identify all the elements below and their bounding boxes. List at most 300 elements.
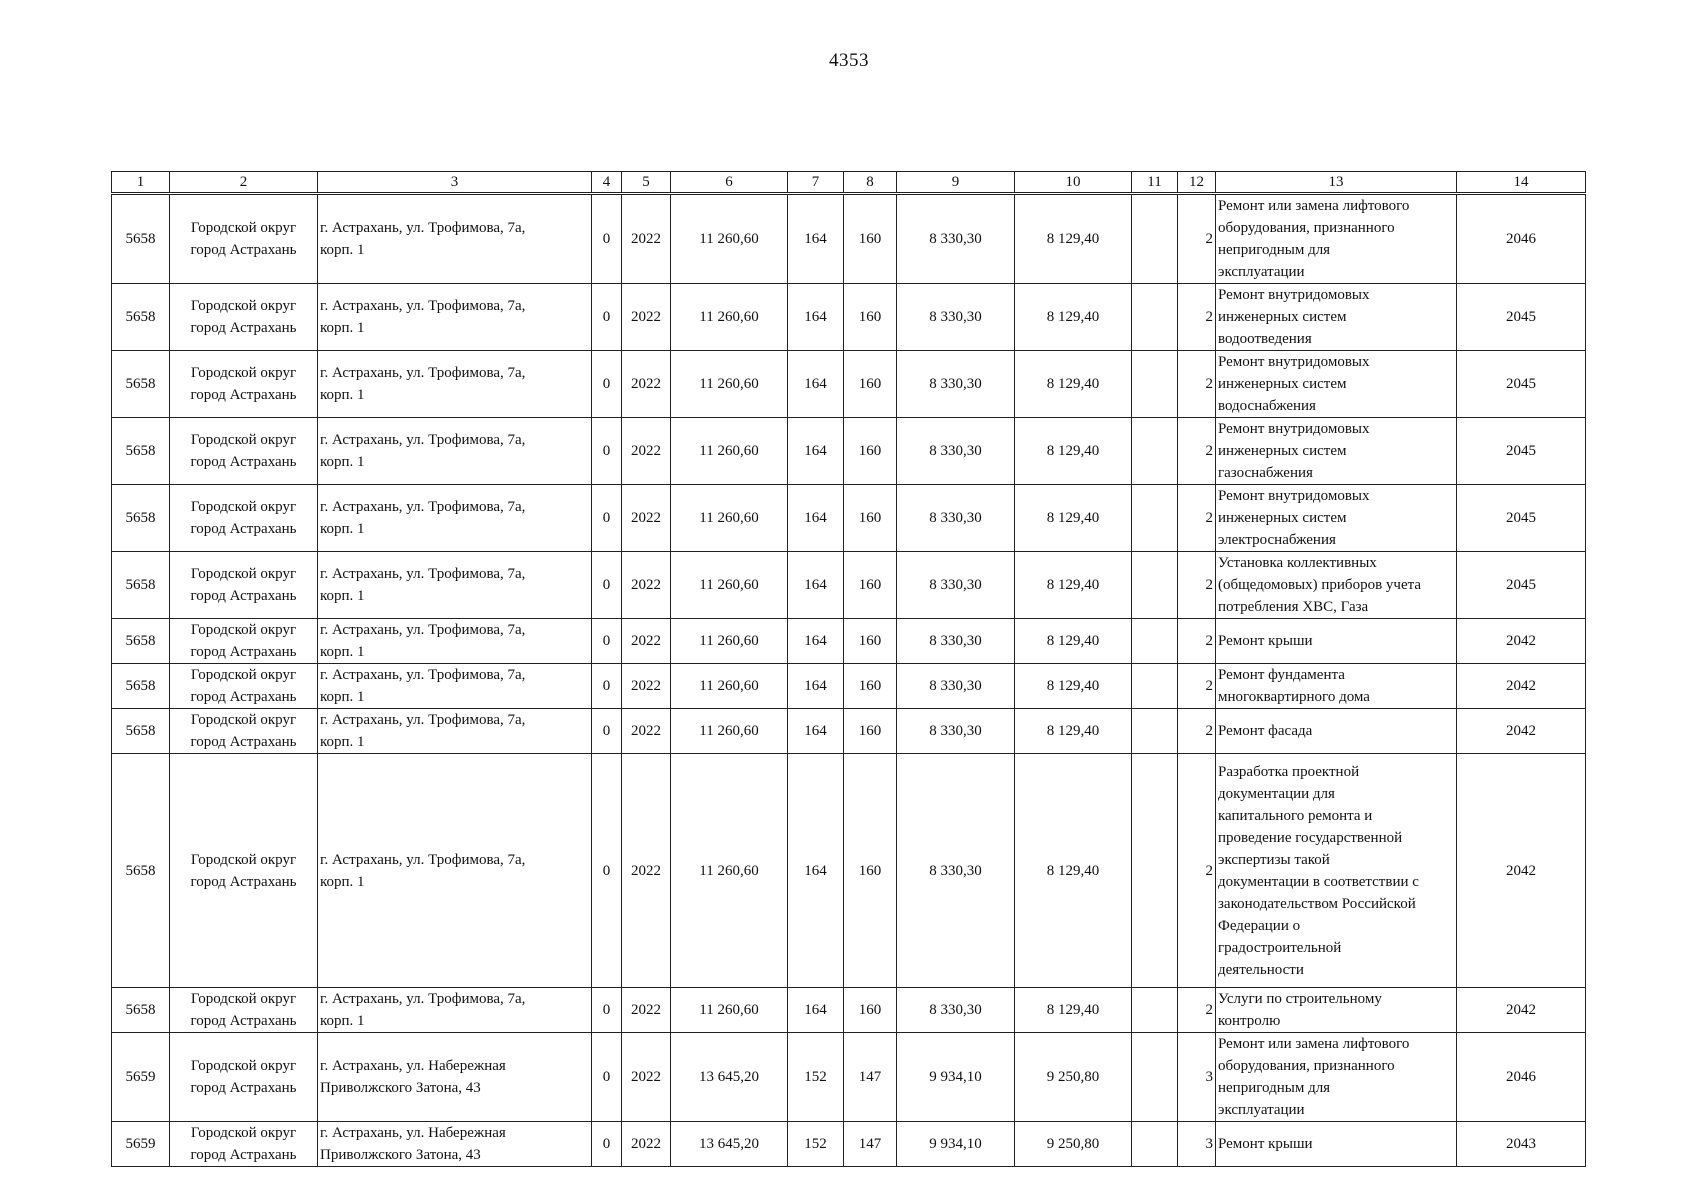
cell-area: 11 260,60: [671, 988, 788, 1033]
work-type-line: непригодным для: [1218, 1080, 1331, 1096]
cell-col10: 8 129,40: [1015, 619, 1132, 664]
work-type-line: Ремонт или замена лифтового: [1218, 1036, 1410, 1052]
cell-col8: 160: [844, 619, 897, 664]
cell-year: 2022: [622, 988, 671, 1033]
cell-year: 2022: [622, 351, 671, 418]
cell-col7: 164: [788, 552, 844, 619]
work-type-line: Ремонт фундамента: [1218, 667, 1345, 683]
cell-col8: 160: [844, 194, 897, 284]
cell-col12: 2: [1178, 485, 1216, 552]
planned-year: 2043: [1457, 1122, 1586, 1167]
page-number: 4353: [829, 50, 869, 71]
cell-col10: 8 129,40: [1015, 754, 1132, 988]
cell-col7: 164: [788, 664, 844, 709]
column-header: 7: [788, 172, 844, 194]
municipality: [170, 1033, 318, 1122]
column-header: 13: [1216, 172, 1457, 194]
municipality: [170, 284, 318, 351]
cell-col12: 3: [1178, 1122, 1216, 1167]
cell-area: 11 260,60: [671, 619, 788, 664]
municipality-line: Городской округ: [190, 432, 297, 448]
work-type-line: капитального ремонта и: [1218, 807, 1373, 824]
cell-col4: 0: [592, 485, 622, 552]
cell-col8: 160: [844, 284, 897, 351]
address-line: г. Астрахань, ул. Трофимова, 7а,: [320, 566, 526, 582]
work-type: [1216, 351, 1457, 418]
work-type: [1216, 1033, 1457, 1122]
cell-col12: 2: [1178, 754, 1216, 988]
cell-col9: 8 330,30: [897, 664, 1015, 709]
table-row: [112, 754, 1586, 988]
address: [318, 619, 592, 664]
cell-col7: 152: [788, 1033, 844, 1122]
cell-col8: 147: [844, 1122, 897, 1167]
cell-col8: 160: [844, 754, 897, 988]
planned-year: 2045: [1457, 485, 1586, 552]
municipality-line: Городской округ: [190, 851, 297, 868]
work-type-line: документации в соответствии с: [1218, 873, 1419, 890]
cell-area: 11 260,60: [671, 754, 788, 988]
work-type-line: Услуги по строительному: [1218, 991, 1382, 1007]
cell-area: 11 260,60: [671, 664, 788, 709]
table-row: [112, 619, 1586, 664]
cell-col9: 8 330,30: [897, 485, 1015, 552]
address-line: г. Астрахань, ул. Трофимова, 7а,: [320, 851, 526, 868]
work-type-line: инженерных систем: [1218, 376, 1347, 392]
municipality-line: город Астрахань: [190, 454, 297, 470]
cell-area: 13 645,20: [671, 1122, 788, 1167]
work-type-line: эксплуатации: [1218, 1102, 1305, 1118]
work-type-line: Ремонт фасада: [1218, 723, 1313, 739]
cell-area: 11 260,60: [671, 418, 788, 485]
cell-col9: 8 330,30: [897, 988, 1015, 1033]
cell-col8: 160: [844, 664, 897, 709]
record-number: 5658: [112, 194, 170, 284]
cell-col11: [1132, 194, 1178, 284]
work-type-line: оборудования, признанного: [1218, 220, 1395, 236]
work-type-line: Ремонт внутридомовых: [1218, 354, 1370, 370]
address-line: корп. 1: [320, 242, 365, 258]
address-line: корп. 1: [320, 320, 365, 336]
work-type-line: Установка коллективных: [1218, 555, 1377, 571]
cell-col7: 164: [788, 485, 844, 552]
work-type: [1216, 619, 1457, 664]
municipality: [170, 664, 318, 709]
work-type-line: документации для: [1218, 785, 1335, 802]
municipality-line: Городской округ: [190, 667, 297, 683]
work-type-line: инженерных систем: [1218, 443, 1347, 459]
municipality-line: Городской округ: [190, 1058, 297, 1074]
municipality-line: город Астрахань: [190, 689, 297, 705]
column-header: 1: [112, 172, 170, 194]
cell-col8: 160: [844, 552, 897, 619]
table-row: [112, 194, 1586, 284]
cell-col12: 2: [1178, 284, 1216, 351]
column-header: 3: [318, 172, 592, 194]
table-row: [112, 709, 1586, 754]
cell-col11: [1132, 664, 1178, 709]
cell-col11: [1132, 988, 1178, 1033]
work-type: [1216, 284, 1457, 351]
planned-year: 2042: [1457, 709, 1586, 754]
table-row: [112, 552, 1586, 619]
planned-year: 2042: [1457, 988, 1586, 1033]
planned-year: 2042: [1457, 619, 1586, 664]
address-line: корп. 1: [320, 387, 365, 403]
cell-col7: 164: [788, 284, 844, 351]
cell-col11: [1132, 754, 1178, 988]
planned-year: 2042: [1457, 664, 1586, 709]
cell-col12: 2: [1178, 619, 1216, 664]
cell-col4: 0: [592, 754, 622, 988]
address: [318, 1122, 592, 1167]
cell-col10: 8 129,40: [1015, 664, 1132, 709]
cell-col12: 3: [1178, 1033, 1216, 1122]
cell-col11: [1132, 418, 1178, 485]
municipality-line: город Астрахань: [190, 588, 297, 604]
address-line: г. Астрахань, ул. Трофимова, 7а,: [320, 298, 526, 314]
cell-col4: 0: [592, 988, 622, 1033]
cell-year: 2022: [622, 1033, 671, 1122]
cell-col10: 8 129,40: [1015, 552, 1132, 619]
work-type: [1216, 1122, 1457, 1167]
cell-col12: 2: [1178, 194, 1216, 284]
cell-col9: 8 330,30: [897, 754, 1015, 988]
cell-year: 2022: [622, 664, 671, 709]
cell-col12: 2: [1178, 988, 1216, 1033]
municipality: [170, 619, 318, 664]
cell-col11: [1132, 709, 1178, 754]
table-row: [112, 988, 1586, 1033]
work-type: [1216, 754, 1457, 988]
work-type: [1216, 485, 1457, 552]
cell-col10: 8 129,40: [1015, 485, 1132, 552]
municipality-line: город Астрахань: [190, 387, 297, 403]
municipality-line: Городской округ: [190, 1125, 297, 1141]
cell-col11: [1132, 284, 1178, 351]
work-type-line: Ремонт внутридомовых: [1218, 287, 1370, 303]
table-row: [112, 485, 1586, 552]
address: [318, 754, 592, 988]
cell-col4: 0: [592, 284, 622, 351]
cell-col7: 164: [788, 351, 844, 418]
cell-col10: 8 129,40: [1015, 284, 1132, 351]
municipality-line: Городской округ: [190, 622, 297, 638]
municipality-line: Городской округ: [190, 365, 297, 381]
municipality-line: город Астрахань: [190, 734, 297, 750]
cell-year: 2022: [622, 284, 671, 351]
work-type-line: проведение государственной: [1218, 829, 1403, 846]
planned-year: 2045: [1457, 552, 1586, 619]
cell-col10: 8 129,40: [1015, 709, 1132, 754]
cell-col12: 2: [1178, 664, 1216, 709]
cell-area: 11 260,60: [671, 552, 788, 619]
column-header-row: [112, 172, 1586, 194]
table-row: [112, 351, 1586, 418]
work-type-line: электроснабжения: [1218, 532, 1336, 548]
cell-col9: 9 934,10: [897, 1033, 1015, 1122]
address: [318, 1033, 592, 1122]
work-type-line: потребления ХВС, Газа: [1218, 599, 1369, 615]
cell-col8: 160: [844, 988, 897, 1033]
address-line: г. Астрахань, ул. Набережная: [320, 1125, 506, 1141]
work-type-line: Ремонт крыши: [1218, 633, 1313, 649]
cell-area: 11 260,60: [671, 351, 788, 418]
work-type-line: законодательством Российской: [1218, 895, 1416, 912]
address-line: корп. 1: [320, 454, 365, 470]
record-number: 5658: [112, 619, 170, 664]
address-line: корп. 1: [320, 1013, 365, 1029]
cell-area: 11 260,60: [671, 485, 788, 552]
table-body: [112, 194, 1586, 1167]
work-type-line: Федерации о: [1218, 917, 1301, 934]
record-number: 5658: [112, 709, 170, 754]
planned-year: 2045: [1457, 284, 1586, 351]
municipality: [170, 194, 318, 284]
cell-col4: 0: [592, 1122, 622, 1167]
cell-col8: 160: [844, 709, 897, 754]
record-number: 5659: [112, 1033, 170, 1122]
cell-col11: [1132, 619, 1178, 664]
address-line: корп. 1: [320, 521, 365, 537]
record-number: 5658: [112, 988, 170, 1033]
cell-col4: 0: [592, 194, 622, 284]
address-line: Приволжского Затона, 43: [320, 1147, 481, 1163]
column-header: 8: [844, 172, 897, 194]
work-type-line: инженерных систем: [1218, 309, 1347, 325]
column-header: 9: [897, 172, 1015, 194]
record-number: 5658: [112, 552, 170, 619]
address-line: корп. 1: [320, 588, 365, 604]
work-type: [1216, 709, 1457, 754]
work-type-line: Разработка проектной: [1218, 763, 1360, 780]
address: [318, 418, 592, 485]
address-line: г. Астрахань, ул. Трофимова, 7а,: [320, 712, 526, 728]
address-line: корп. 1: [320, 734, 365, 750]
work-type-line: Ремонт или замена лифтового: [1218, 198, 1410, 214]
cell-col11: [1132, 351, 1178, 418]
municipality: [170, 351, 318, 418]
cell-year: 2022: [622, 552, 671, 619]
record-number: 5658: [112, 664, 170, 709]
cell-col10: 8 129,40: [1015, 418, 1132, 485]
cell-col7: 152: [788, 1122, 844, 1167]
column-header: 12: [1178, 172, 1216, 194]
cell-col9: 8 330,30: [897, 194, 1015, 284]
planned-year: 2045: [1457, 418, 1586, 485]
cell-col9: 8 330,30: [897, 284, 1015, 351]
work-type-line: контролю: [1218, 1013, 1281, 1029]
record-number: 5658: [112, 485, 170, 552]
address-line: г. Астрахань, ул. Трофимова, 7а,: [320, 365, 526, 381]
cell-area: 11 260,60: [671, 709, 788, 754]
cell-col4: 0: [592, 619, 622, 664]
address-line: г. Астрахань, ул. Трофимова, 7а,: [320, 432, 526, 448]
municipality-line: Городской округ: [190, 499, 297, 515]
cell-col11: [1132, 1033, 1178, 1122]
municipality: [170, 552, 318, 619]
cell-area: 13 645,20: [671, 1033, 788, 1122]
column-header: 2: [170, 172, 318, 194]
work-type-line: водоотведения: [1218, 331, 1312, 347]
address-line: г. Астрахань, ул. Трофимова, 7а,: [320, 667, 526, 683]
municipality: [170, 418, 318, 485]
address-line: Приволжского Затона, 43: [320, 1080, 481, 1096]
cell-col10: 8 129,40: [1015, 194, 1132, 284]
record-number: 5659: [112, 1122, 170, 1167]
cell-col9: 8 330,30: [897, 709, 1015, 754]
address: [318, 988, 592, 1033]
work-type-line: экспертизы такой: [1218, 851, 1330, 868]
table-row: [112, 284, 1586, 351]
cell-col11: [1132, 552, 1178, 619]
cell-col10: 9 250,80: [1015, 1033, 1132, 1122]
work-type-line: непригодным для: [1218, 242, 1331, 258]
address-line: г. Астрахань, ул. Трофимова, 7а,: [320, 220, 526, 236]
column-header: 4: [592, 172, 622, 194]
work-type-line: (общедомовых) приборов учета: [1218, 577, 1421, 593]
work-type: [1216, 988, 1457, 1033]
cell-col11: [1132, 1122, 1178, 1167]
municipality-line: Городской округ: [190, 991, 297, 1007]
table-row: [112, 1122, 1586, 1167]
municipality-line: Городской округ: [190, 298, 297, 314]
cell-col4: 0: [592, 418, 622, 485]
municipality-line: Городской округ: [190, 220, 297, 236]
cell-col7: 164: [788, 754, 844, 988]
cell-col8: 160: [844, 485, 897, 552]
municipality-line: Городской округ: [190, 712, 297, 728]
cell-area: 11 260,60: [671, 284, 788, 351]
address: [318, 284, 592, 351]
municipality-line: город Астрахань: [190, 1147, 297, 1163]
table-row: [112, 1033, 1586, 1122]
cell-year: 2022: [622, 709, 671, 754]
work-type: [1216, 418, 1457, 485]
cell-col10: 8 129,40: [1015, 988, 1132, 1033]
municipality: [170, 1122, 318, 1167]
cell-col4: 0: [592, 351, 622, 418]
cell-col12: 2: [1178, 351, 1216, 418]
planned-year: 2045: [1457, 351, 1586, 418]
work-type-line: оборудования, признанного: [1218, 1058, 1395, 1074]
record-number: 5658: [112, 351, 170, 418]
cell-year: 2022: [622, 194, 671, 284]
cell-col9: 8 330,30: [897, 418, 1015, 485]
address-line: г. Астрахань, ул. Трофимова, 7а,: [320, 991, 526, 1007]
planned-year: 2042: [1457, 754, 1586, 988]
work-type-line: Ремонт внутридомовых: [1218, 421, 1370, 437]
cell-col8: 147: [844, 1033, 897, 1122]
cell-col10: 9 250,80: [1015, 1122, 1132, 1167]
cell-col7: 164: [788, 988, 844, 1033]
table-row: [112, 418, 1586, 485]
column-header: 5: [622, 172, 671, 194]
cell-col10: 8 129,40: [1015, 351, 1132, 418]
municipality-line: Городской округ: [190, 566, 297, 582]
planned-year: 2046: [1457, 194, 1586, 284]
record-number: 5658: [112, 754, 170, 988]
municipality: [170, 709, 318, 754]
cell-col7: 164: [788, 709, 844, 754]
work-type-line: газоснабжения: [1218, 465, 1313, 481]
work-type-line: Ремонт крыши: [1218, 1136, 1313, 1152]
record-number: 5658: [112, 418, 170, 485]
address: [318, 485, 592, 552]
municipality-line: город Астрахань: [190, 1080, 297, 1096]
municipality-line: город Астрахань: [190, 242, 297, 258]
municipality-line: город Астрахань: [190, 521, 297, 537]
cell-col12: 2: [1178, 709, 1216, 754]
work-type-line: деятельности: [1218, 961, 1304, 978]
cell-col8: 160: [844, 351, 897, 418]
municipality-line: город Астрахань: [190, 644, 297, 660]
address-line: г. Астрахань, ул. Трофимова, 7а,: [320, 622, 526, 638]
cell-year: 2022: [622, 485, 671, 552]
address-line: г. Астрахань, ул. Набережная: [320, 1058, 506, 1074]
cell-col9: 8 330,30: [897, 552, 1015, 619]
municipality: [170, 754, 318, 988]
cell-col12: 2: [1178, 418, 1216, 485]
work-type: [1216, 552, 1457, 619]
work-type-line: инженерных систем: [1218, 510, 1347, 526]
column-header: 14: [1457, 172, 1586, 194]
cell-year: 2022: [622, 754, 671, 988]
work-type-line: водоснабжения: [1218, 398, 1316, 414]
work-type: [1216, 664, 1457, 709]
work-type: [1216, 194, 1457, 284]
column-header: 11: [1132, 172, 1178, 194]
cell-col7: 164: [788, 194, 844, 284]
planned-year: 2046: [1457, 1033, 1586, 1122]
cell-col4: 0: [592, 552, 622, 619]
address-line: корп. 1: [320, 689, 365, 705]
cell-year: 2022: [622, 418, 671, 485]
work-type-line: эксплуатации: [1218, 264, 1305, 280]
work-type-line: градостроительной: [1218, 939, 1342, 956]
work-type-line: Ремонт внутридомовых: [1218, 488, 1370, 504]
cell-col12: 2: [1178, 552, 1216, 619]
address: [318, 709, 592, 754]
municipality: [170, 485, 318, 552]
column-header: 10: [1015, 172, 1132, 194]
cell-col4: 0: [592, 709, 622, 754]
work-type-line: многоквартирного дома: [1218, 689, 1370, 705]
cell-year: 2022: [622, 1122, 671, 1167]
address: [318, 351, 592, 418]
table-row: [112, 664, 1586, 709]
cell-year: 2022: [622, 619, 671, 664]
record-number: 5658: [112, 284, 170, 351]
cell-col9: 8 330,30: [897, 619, 1015, 664]
municipality: [170, 988, 318, 1033]
address: [318, 194, 592, 284]
cell-col9: 8 330,30: [897, 351, 1015, 418]
address: [318, 664, 592, 709]
cell-col9: 9 934,10: [897, 1122, 1015, 1167]
address: [318, 552, 592, 619]
address-line: корп. 1: [320, 644, 365, 660]
address-line: г. Астрахань, ул. Трофимова, 7а,: [320, 499, 526, 515]
municipality-line: город Астрахань: [190, 1013, 297, 1029]
cell-col4: 0: [592, 1033, 622, 1122]
column-header: 6: [671, 172, 788, 194]
municipality-line: город Астрахань: [190, 320, 297, 336]
cell-col7: 164: [788, 619, 844, 664]
capital-repair-table: [111, 171, 1586, 1167]
address-line: корп. 1: [320, 873, 365, 890]
cell-col11: [1132, 485, 1178, 552]
